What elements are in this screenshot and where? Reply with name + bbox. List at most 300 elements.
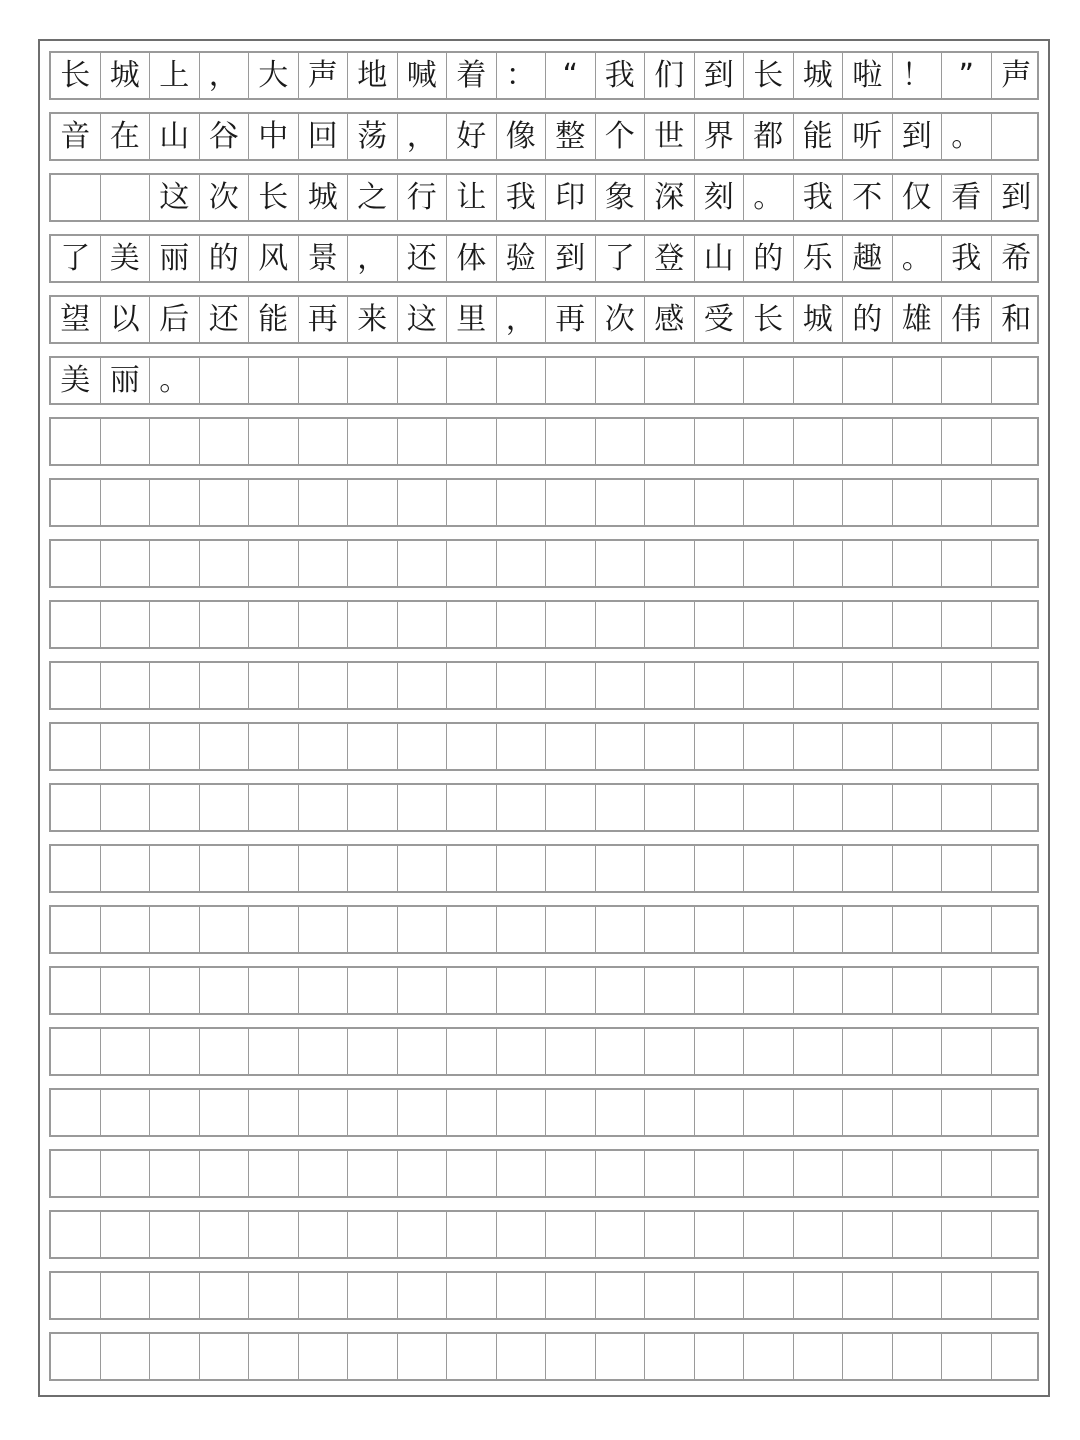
- grid-cell: [744, 602, 794, 647]
- grid-cell: [51, 846, 101, 891]
- grid-cell: [398, 846, 448, 891]
- grid-cell: [942, 846, 992, 891]
- grid-cell: [794, 541, 844, 586]
- grid-cell: [200, 1273, 250, 1318]
- grid-cell: [200, 785, 250, 830]
- grid-cell: [695, 907, 745, 952]
- grid-character: 了: [596, 236, 646, 281]
- grid-cell: [744, 968, 794, 1013]
- grid-cell: [200, 1090, 250, 1135]
- grid-cell: [101, 785, 151, 830]
- grid-cell: [51, 419, 101, 464]
- grid-character: 验: [497, 236, 547, 281]
- grid-cell: [200, 358, 250, 403]
- grid-character: 喊: [398, 53, 448, 98]
- grid-character: 声: [1001, 57, 1032, 93]
- grid-character: 像: [497, 114, 547, 159]
- grid-cell: [546, 1090, 596, 1135]
- grid-cell: [249, 1151, 299, 1196]
- grid-character: ，: [398, 114, 448, 159]
- grid-cell: [843, 602, 893, 647]
- grid-cell: [794, 602, 844, 647]
- grid-cell: [645, 1273, 695, 1318]
- grid-row: [49, 783, 1039, 832]
- grid-cell: [794, 419, 844, 464]
- grid-cell: [497, 968, 547, 1013]
- grid-cell: [348, 968, 398, 1013]
- grid-character: 整: [546, 114, 596, 159]
- grid-character: 城: [299, 175, 349, 220]
- grid-cell: [497, 785, 547, 830]
- grid-cell: [992, 1029, 1042, 1074]
- grid-cell: [447, 602, 497, 647]
- grid-character: 趣: [843, 236, 893, 281]
- grid-cell: [348, 907, 398, 952]
- grid-cell: [299, 602, 349, 647]
- grid-character: 以: [101, 297, 151, 342]
- grid-cell: [51, 724, 101, 769]
- grid-cell: [596, 968, 646, 1013]
- grid-character: 声: [299, 53, 349, 98]
- grid-cell: [447, 1334, 497, 1379]
- grid-cell: [893, 1151, 943, 1196]
- grid-cell: [348, 846, 398, 891]
- grid-cell: [645, 1029, 695, 1074]
- grid-character: 次: [596, 297, 646, 342]
- grid-cell: [101, 907, 151, 952]
- grid-cell: [992, 541, 1042, 586]
- grid-cell: [942, 358, 992, 403]
- grid-cell: [447, 1273, 497, 1318]
- grid-character: “: [546, 53, 596, 98]
- grid-cell: [200, 1151, 250, 1196]
- grid-cell: [101, 968, 151, 1013]
- grid-character: 来: [348, 297, 398, 342]
- grid-cell: [794, 724, 844, 769]
- grid-row: [49, 1332, 1039, 1381]
- grid-cell: [893, 724, 943, 769]
- grid-cell: [299, 541, 349, 586]
- grid-cell: [942, 907, 992, 952]
- grid-row: [49, 417, 1039, 466]
- grid-cell: [645, 724, 695, 769]
- grid-cell: [398, 724, 448, 769]
- grid-cell: [546, 602, 596, 647]
- grid-cell: [893, 480, 943, 525]
- grid-cell: [744, 1212, 794, 1257]
- grid-cell: [843, 1151, 893, 1196]
- grid-character: ：: [497, 53, 547, 98]
- grid-cell: [398, 1273, 448, 1318]
- grid-character: 到: [893, 114, 943, 159]
- grid-character: 再: [299, 297, 349, 342]
- grid-cell: [645, 541, 695, 586]
- grid-cell: [101, 1334, 151, 1379]
- grid-row: [49, 1149, 1039, 1198]
- grid-cell: [645, 602, 695, 647]
- grid-cell: [893, 1029, 943, 1074]
- grid-cell: [546, 1273, 596, 1318]
- grid-cell: [942, 785, 992, 830]
- grid-row: [49, 1027, 1039, 1076]
- grid-character: 让: [447, 175, 497, 220]
- grid-character: 。: [893, 236, 943, 281]
- grid-cell: [150, 1334, 200, 1379]
- grid-cell: [249, 968, 299, 1013]
- grid-row: [49, 1088, 1039, 1137]
- grid-cell: [200, 907, 250, 952]
- grid-character: 不: [843, 175, 893, 220]
- grid-character: 我: [942, 236, 992, 281]
- grid-character: 美: [51, 358, 101, 403]
- grid-cell: [200, 541, 250, 586]
- grid-cell: [150, 785, 200, 830]
- grid-cell: [398, 1029, 448, 1074]
- grid-cell: [200, 846, 250, 891]
- grid-cell: [51, 663, 101, 708]
- grid-cell: [942, 1334, 992, 1379]
- grid-cell: [447, 724, 497, 769]
- grid-character: 都: [744, 114, 794, 159]
- grid-character: 上: [150, 53, 200, 98]
- grid-cell: [348, 785, 398, 830]
- grid-cell: [348, 419, 398, 464]
- grid-cell: [398, 480, 448, 525]
- grid-row: [49, 478, 1039, 527]
- grid-cell: [348, 480, 398, 525]
- grid-character: 听: [843, 114, 893, 159]
- grid-cell: [695, 1029, 745, 1074]
- grid-cell: [695, 480, 745, 525]
- grid-cell: [992, 663, 1042, 708]
- grid-cell: [843, 968, 893, 1013]
- grid-cell: [992, 968, 1042, 1013]
- grid-character: ！: [893, 53, 943, 98]
- grid-cell: [744, 1334, 794, 1379]
- grid-cell: [893, 1334, 943, 1379]
- grid-cell: [150, 663, 200, 708]
- grid-cell: [546, 1029, 596, 1074]
- grid-cell: [348, 602, 398, 647]
- grid-cell: [447, 785, 497, 830]
- grid-cell: [695, 1212, 745, 1257]
- grid-cell: [843, 907, 893, 952]
- grid-cell: [398, 1334, 448, 1379]
- grid-character: ”: [942, 53, 992, 98]
- grid-cell: [645, 785, 695, 830]
- grid-character: 长: [249, 175, 299, 220]
- grid-cell: [51, 1212, 101, 1257]
- grid-character: 啦: [843, 53, 893, 98]
- grid-cell: [546, 1151, 596, 1196]
- grid-cell: [447, 846, 497, 891]
- grid-character: 这: [398, 297, 448, 342]
- grid-row: [49, 234, 1039, 283]
- grid-character: 乐: [794, 236, 844, 281]
- grid-cell: [893, 968, 943, 1013]
- grid-character: 登: [645, 236, 695, 281]
- grid-cell: [992, 1151, 1042, 1196]
- grid-cell: [546, 724, 596, 769]
- grid-cell: [150, 724, 200, 769]
- grid-cell: [695, 419, 745, 464]
- grid-cell: [447, 541, 497, 586]
- grid-cell: [348, 1273, 398, 1318]
- grid-cell: [744, 1090, 794, 1135]
- grid-cell: [249, 480, 299, 525]
- grid-cell: [200, 1029, 250, 1074]
- grid-cell: [546, 968, 596, 1013]
- grid-cell: [497, 1090, 547, 1135]
- grid-cell: [695, 358, 745, 403]
- grid-row: [49, 844, 1039, 893]
- grid-cell: [299, 1334, 349, 1379]
- grid-cell: [695, 602, 745, 647]
- grid-row: [49, 661, 1039, 710]
- grid-cell: [992, 907, 1042, 952]
- grid-cell: [596, 1273, 646, 1318]
- grid-character: 们: [645, 53, 695, 98]
- grid-character: 长: [51, 53, 101, 98]
- grid-cell: [249, 1273, 299, 1318]
- grid-cell: [794, 1273, 844, 1318]
- grid-cell: [200, 968, 250, 1013]
- grid-cell: [497, 419, 547, 464]
- grid-cell: [447, 1090, 497, 1135]
- grid-character: 长: [744, 53, 794, 98]
- grid-character: 雄: [893, 297, 943, 342]
- grid-character: 仅: [893, 175, 943, 220]
- grid-cell: [596, 1212, 646, 1257]
- grid-cell: [596, 846, 646, 891]
- grid-cell: [893, 1212, 943, 1257]
- grid-character: 城: [794, 297, 844, 342]
- grid-cell: [942, 419, 992, 464]
- grid-character: 山: [150, 114, 200, 159]
- grid-cell: [150, 480, 200, 525]
- grid-cell: [992, 1273, 1042, 1318]
- grid-character: 象: [596, 175, 646, 220]
- grid-cell: [546, 419, 596, 464]
- grid-cell: [51, 541, 101, 586]
- grid-cell: [348, 541, 398, 586]
- grid-cell: [596, 602, 646, 647]
- grid-cell: [942, 663, 992, 708]
- grid-cell: [546, 358, 596, 403]
- grid-cell: [992, 480, 1042, 525]
- grid-cell: [942, 1090, 992, 1135]
- grid-cell: [596, 419, 646, 464]
- grid-cell: [893, 419, 943, 464]
- grid-cell: [695, 663, 745, 708]
- grid-cell: [695, 846, 745, 891]
- grid-cell: [645, 846, 695, 891]
- grid-character: 能: [794, 114, 844, 159]
- grid-cell: [299, 968, 349, 1013]
- grid-cell: [51, 785, 101, 830]
- grid-cell: [497, 1151, 547, 1196]
- grid-character: 还: [398, 236, 448, 281]
- grid-cell: [893, 1273, 943, 1318]
- grid-cell: [546, 785, 596, 830]
- grid-cell: [695, 1090, 745, 1135]
- grid-cell: [398, 1151, 448, 1196]
- grid-cell: [497, 358, 547, 403]
- grid-cell: [744, 785, 794, 830]
- grid-cell: [447, 419, 497, 464]
- grid-cell: [942, 1273, 992, 1318]
- grid-row: [49, 1210, 1039, 1259]
- grid-cell: [744, 846, 794, 891]
- grid-cell: [200, 724, 250, 769]
- grid-cell: [893, 907, 943, 952]
- grid-character: ，: [497, 297, 547, 342]
- grid-cell: [150, 602, 200, 647]
- grid-cell: [744, 541, 794, 586]
- grid-cell: [942, 1029, 992, 1074]
- grid-cell: [101, 724, 151, 769]
- grid-cell: [348, 663, 398, 708]
- grid-cell: [398, 663, 448, 708]
- grid-character: ，: [200, 53, 250, 98]
- grid-cell: [348, 1090, 398, 1135]
- grid-character: 着: [447, 53, 497, 98]
- grid-cell: [645, 480, 695, 525]
- grid-row: [49, 1271, 1039, 1320]
- grid-cell: [51, 602, 101, 647]
- grid-cell: [101, 419, 151, 464]
- grid-character: 丽: [101, 358, 151, 403]
- grid-cell: [447, 358, 497, 403]
- grid-cell: [150, 907, 200, 952]
- grid-cell: [101, 1212, 151, 1257]
- grid-cell: [497, 480, 547, 525]
- grid-cell: [497, 907, 547, 952]
- grid-cell: [596, 1090, 646, 1135]
- grid-cell: [942, 1212, 992, 1257]
- grid-cell: [645, 1212, 695, 1257]
- grid-cell: [299, 480, 349, 525]
- grid-cell: [101, 1151, 151, 1196]
- grid-cell: [200, 419, 250, 464]
- grid-cell: [992, 724, 1042, 769]
- grid-cell: [794, 1029, 844, 1074]
- grid-character: 和: [1001, 301, 1032, 337]
- grid-cell: [744, 663, 794, 708]
- grid-cell: [645, 1090, 695, 1135]
- grid-cell: [348, 1334, 398, 1379]
- grid-character: 。: [150, 358, 200, 403]
- grid-cell: [695, 724, 745, 769]
- grid-cell: [546, 1212, 596, 1257]
- grid-character: 中: [249, 114, 299, 159]
- grid-cell: [101, 1090, 151, 1135]
- grid-cell: [51, 175, 101, 220]
- grid-cell: [497, 1273, 547, 1318]
- grid-character: 望: [51, 297, 101, 342]
- grid-character: 风: [249, 236, 299, 281]
- grid-character: 再: [546, 297, 596, 342]
- grid-cell: [695, 968, 745, 1013]
- grid-cell: [299, 846, 349, 891]
- grid-cell: [794, 663, 844, 708]
- grid-cell: [299, 1273, 349, 1318]
- grid-cell: [794, 907, 844, 952]
- grid-cell: [398, 1090, 448, 1135]
- grid-character: 。: [942, 114, 992, 159]
- grid-cell: [497, 602, 547, 647]
- grid-cell: [546, 480, 596, 525]
- grid-row: [49, 539, 1039, 588]
- grid-cell: [546, 1334, 596, 1379]
- grid-cell: [794, 968, 844, 1013]
- grid-cell: [150, 1029, 200, 1074]
- grid-cell: [497, 1334, 547, 1379]
- grid-cell: [596, 358, 646, 403]
- grid-character: 的: [744, 236, 794, 281]
- grid-cell: [645, 419, 695, 464]
- grid-cell: [645, 968, 695, 1013]
- grid-character: 好: [447, 114, 497, 159]
- grid-cell: [843, 419, 893, 464]
- grid-cell: [497, 1212, 547, 1257]
- grid-cell: [992, 785, 1042, 830]
- grid-cell: [249, 541, 299, 586]
- grid-character: 到: [695, 53, 745, 98]
- grid-cell: [596, 785, 646, 830]
- grid-character: 到: [1001, 179, 1032, 215]
- grid-cell: [249, 419, 299, 464]
- grid-character: 在: [101, 114, 151, 159]
- grid-cell: [299, 1151, 349, 1196]
- grid-cell: [51, 1029, 101, 1074]
- grid-cell: [843, 358, 893, 403]
- grid-cell: [942, 480, 992, 525]
- grid-cell: [497, 541, 547, 586]
- grid-cell: [992, 358, 1042, 403]
- grid-cell: [645, 1151, 695, 1196]
- grid-character: 我: [497, 175, 547, 220]
- grid-character: 城: [101, 53, 151, 98]
- grid-cell: [299, 419, 349, 464]
- grid-cell: [249, 1029, 299, 1074]
- grid-cell: [348, 1212, 398, 1257]
- grid-cell: [744, 358, 794, 403]
- grid-cell: [447, 1212, 497, 1257]
- grid-cell: [596, 663, 646, 708]
- grid-character: 音: [51, 114, 101, 159]
- grid-character: 我: [596, 53, 646, 98]
- grid-character: 界: [695, 114, 745, 159]
- grid-cell: [794, 846, 844, 891]
- grid-cell: [200, 663, 250, 708]
- grid-cell: [447, 1029, 497, 1074]
- grid-character: 长: [744, 297, 794, 342]
- grid-cell: [299, 724, 349, 769]
- grid-character: 还: [200, 297, 250, 342]
- grid-cell: [794, 358, 844, 403]
- grid-character: 次: [200, 175, 250, 220]
- grid-cell: [150, 1151, 200, 1196]
- grid-cell: [249, 846, 299, 891]
- grid-cell: [51, 907, 101, 952]
- grid-cell: [744, 419, 794, 464]
- grid-cell: [398, 968, 448, 1013]
- grid-cell: [744, 480, 794, 525]
- grid-cell: [200, 1334, 250, 1379]
- grid-character: 深: [645, 175, 695, 220]
- grid-cell: [249, 785, 299, 830]
